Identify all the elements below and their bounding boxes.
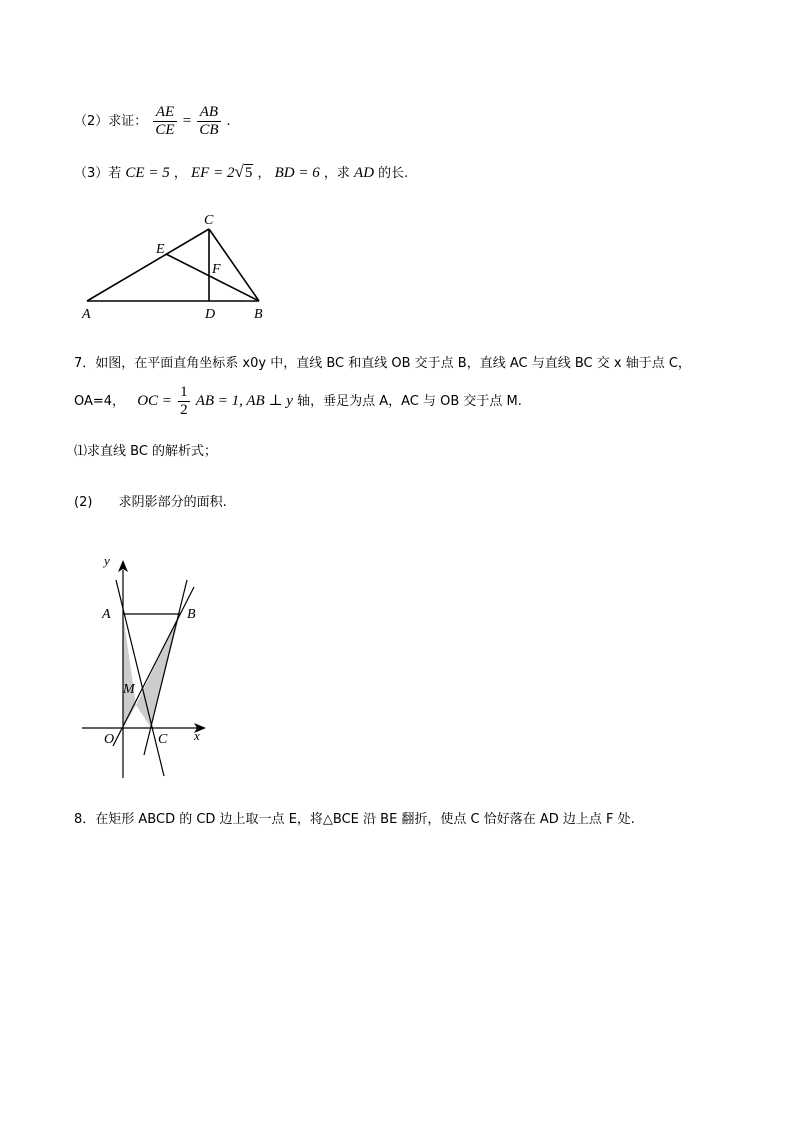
- period: .: [226, 113, 231, 129]
- part3-tail2: 的长.: [378, 166, 409, 181]
- q7-tail: 轴，垂足为点 A，AC 与 OB 交于点 M.: [297, 394, 522, 409]
- q7-ab-condition: AB = 1, AB ⊥ y: [195, 393, 293, 409]
- label-c: C: [204, 213, 214, 228]
- q7-line1: 7．如图，在平面直角坐标系 x0y 中，直线 BC 和直线 OB 交于点 B，直线 AC 与直线 BC 交 x 轴于点 C，: [74, 356, 691, 371]
- part3-line: [74, 164, 408, 182]
- label-e: E: [156, 242, 165, 257]
- part2-prefix: （2）求证：: [74, 114, 148, 129]
- line-bc: [144, 580, 187, 755]
- segment-ad: AD: [354, 165, 375, 181]
- label-m: M: [123, 682, 135, 697]
- label-a: A: [82, 307, 91, 322]
- segment-ac: [87, 229, 209, 301]
- label-f: F: [212, 262, 221, 277]
- label-o: O: [104, 732, 115, 747]
- shaded-region-left: [123, 614, 136, 728]
- shaded-region-right: [136, 614, 180, 728]
- q7-sub2-num: (2): [74, 495, 93, 510]
- coordinate-figure: [80, 550, 210, 782]
- sqrt-five: √5: [234, 162, 253, 181]
- q7-oa: OA=4，: [74, 394, 126, 409]
- equals-sign: =: [182, 113, 192, 129]
- fraction-one-half: $\frac{1}{2}$: [180, 384, 188, 418]
- part3-prefix: （3）若: [74, 166, 122, 181]
- condition-bd: BD = 6: [274, 165, 320, 181]
- q8-text: 8．在矩形 ABCD 的 CD 边上取一点 E，将△BCE 沿 BE 翻折，使点 C 恰好落在 AD 边上点 F 处.: [74, 812, 635, 827]
- fraction-ae-ce: $\frac{AE}{CE}$: [155, 104, 175, 138]
- q7-line2: [74, 384, 522, 419]
- part3-tail1: ，求: [323, 166, 350, 181]
- q7-sub2-text: 求阴影部分的面积.: [118, 495, 227, 510]
- q7-oc: OC =: [137, 393, 172, 409]
- label-b: B: [187, 607, 196, 622]
- part2-line: [74, 104, 230, 139]
- q7-sub2: [74, 495, 227, 511]
- fraction-ab-cb: $\frac{AB}{CB}$: [199, 104, 219, 138]
- label-c: C: [158, 732, 168, 747]
- label-a: A: [102, 607, 111, 622]
- label-x: x: [194, 728, 200, 743]
- label-b: B: [254, 307, 263, 322]
- label-y: y: [104, 553, 110, 568]
- condition-ce: CE = 5: [125, 165, 170, 181]
- label-d: D: [205, 307, 216, 322]
- q7-sub1: ⑴求直线 BC 的解析式；: [74, 444, 218, 459]
- separator-1: ，: [173, 166, 187, 181]
- separator-2: ，: [257, 166, 271, 181]
- condition-ef: EF = 2: [191, 165, 235, 181]
- triangle-figure: [76, 208, 276, 326]
